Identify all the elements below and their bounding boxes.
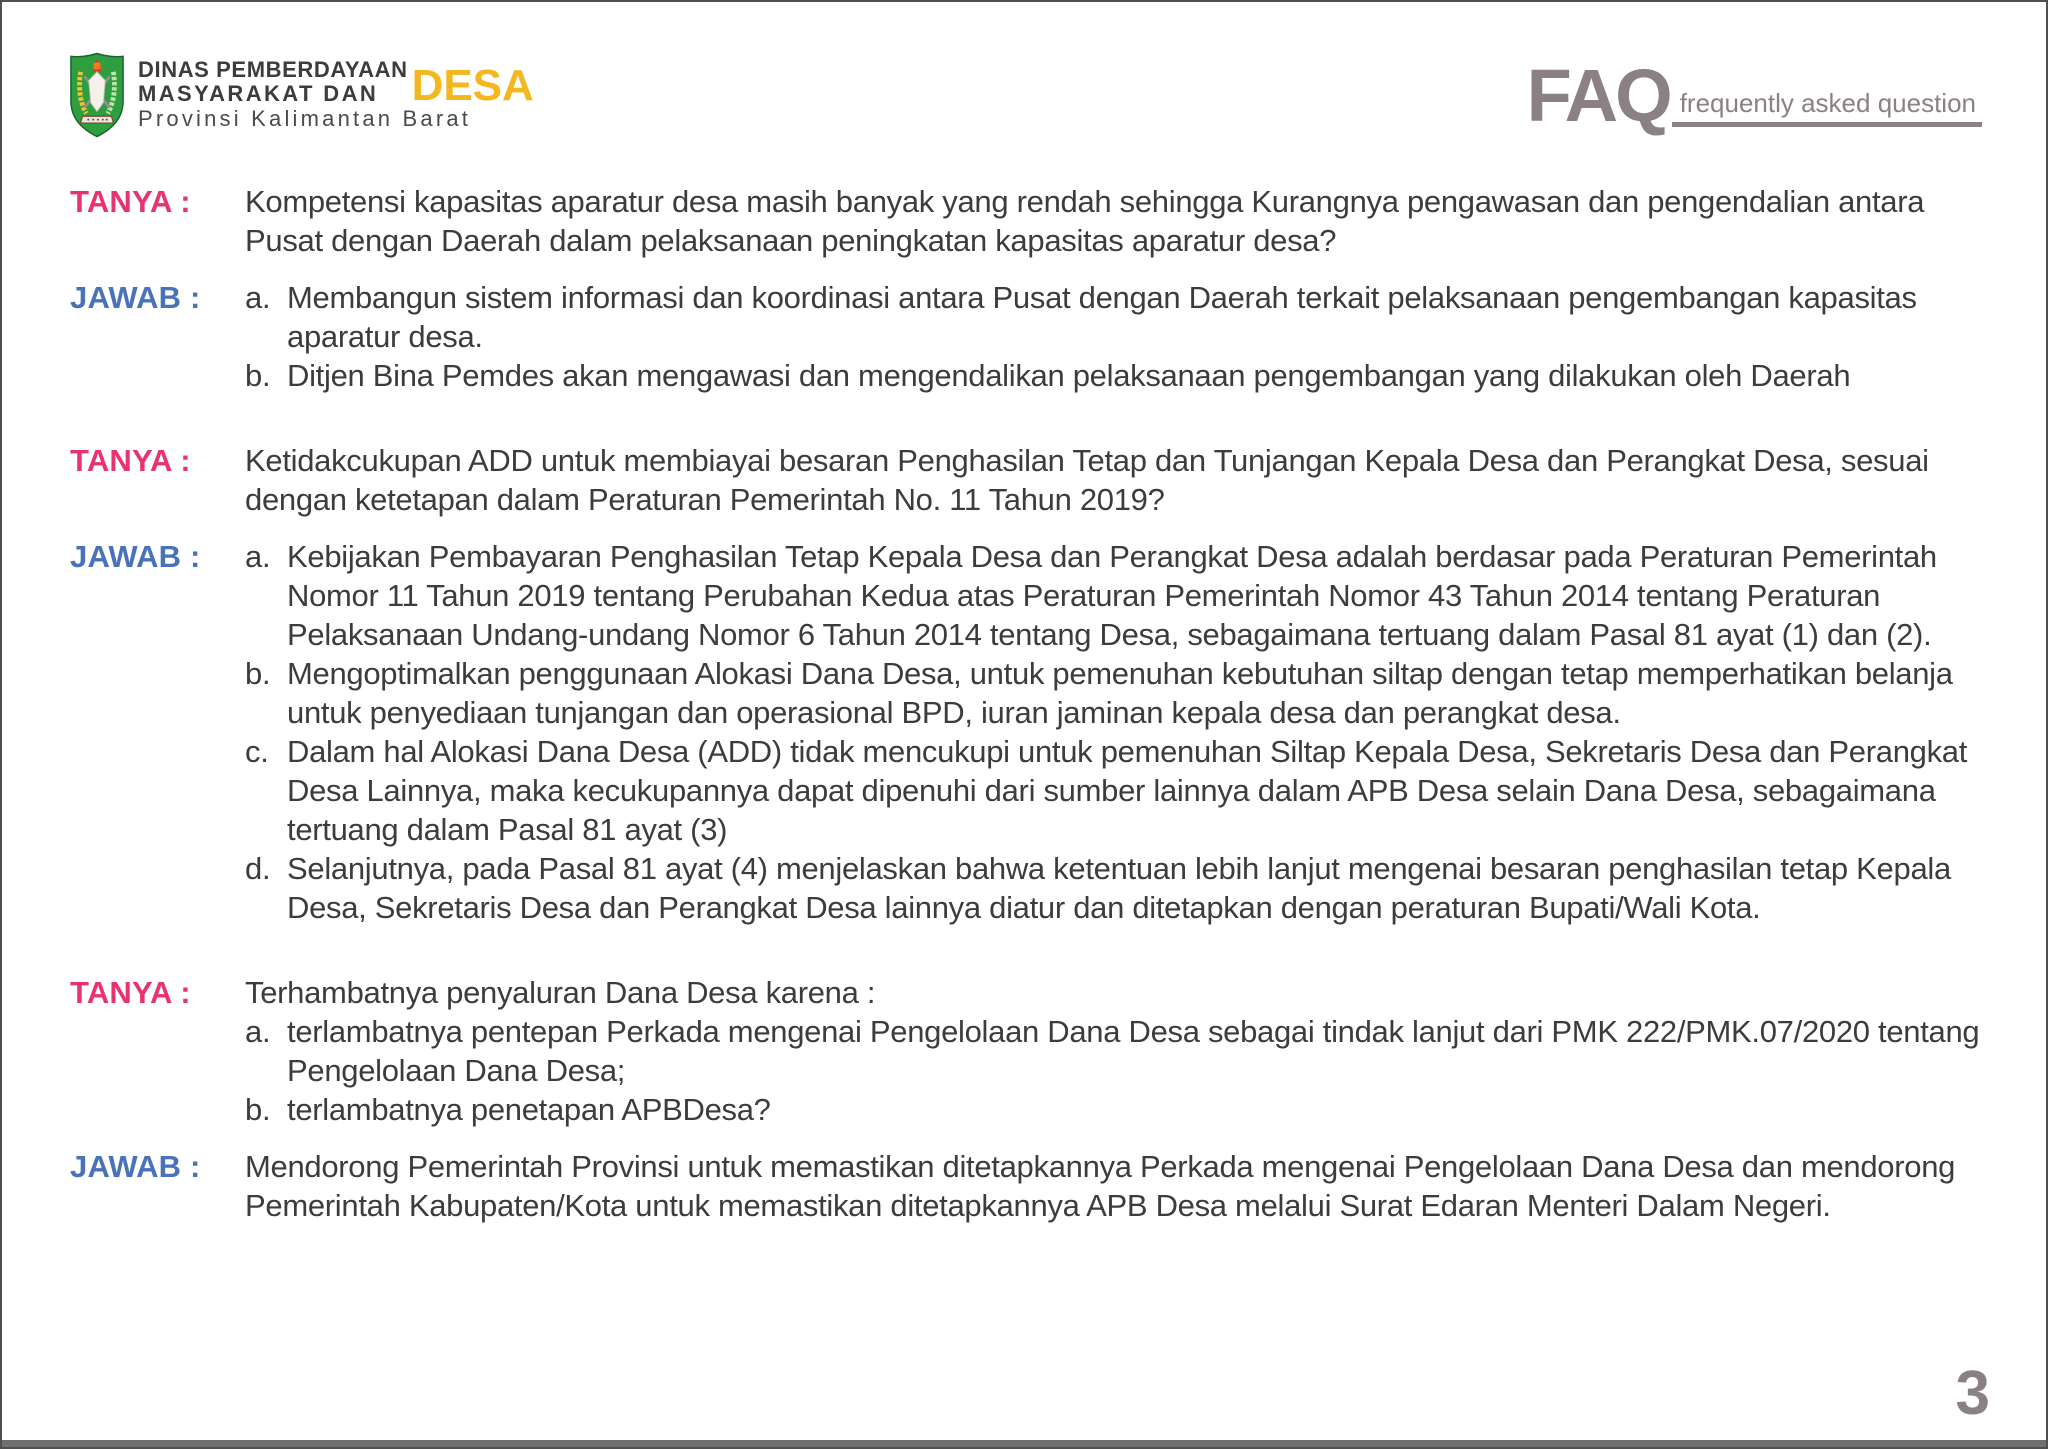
answer-item-text: Kebijakan Pembayaran Penghasilan Tetap Kepala Desa dan Perangkat Desa adalah berdasar pada Peraturan Pemerintah Nomor 11 Tahun 2019 tentang Perubahan Kedua atas Peraturan Pemerintah Nomor 43 Tahun 2014 tentang Peraturan Pelaksanaan Undang-undang Nomor 6 Tahun 2014 tentang Desa, sebagaimana tertuang dalam Pasal 81 ayat (1) dan (2).	[287, 539, 1937, 652]
answer-label: JAWAB :	[70, 539, 201, 574]
answer-item	[245, 278, 1983, 356]
agency-name-line2: MASYARAKAT DAN	[138, 81, 379, 106]
answer-item-text: Mengoptimalkan penggunaan Alokasi Dana Desa, untuk pemenuhan kebutuhan siltap dengan tetap memperhatikan belanja untuk penyediaan tunjangan dan operasional BPD, iuran jaminan kepala desa dan perangkat desa.	[287, 656, 1953, 730]
answer-text: Mendorong Pemerintah Provinsi untuk memastikan ditetapkannya Perkada mengenai Pengelolaan Dana Desa dan mendorong Pemerintah Kabupaten/Kota untuk memastikan ditetapkannya APB Desa melalui Surat Edaran Menteri Dalam Negeri.	[245, 1149, 1956, 1223]
answer-item	[245, 654, 1983, 732]
question-label: TANYA :	[70, 443, 191, 478]
answer-label: JAWAB :	[70, 280, 201, 315]
qa-block	[70, 441, 1983, 927]
question-item	[245, 1090, 1983, 1129]
agency-name-top	[138, 57, 534, 110]
answer-item-marker: c.	[245, 734, 269, 769]
faq-title: FAQ	[1526, 54, 1670, 137]
answer-item-marker: b.	[245, 656, 271, 691]
answer-label: JAWAB :	[70, 1149, 201, 1184]
question-row	[70, 182, 1983, 260]
answer-item	[245, 849, 1983, 927]
question-label: TANYA :	[70, 184, 191, 219]
agency-name-line1: DINAS PEMBERDAYAAN	[138, 57, 408, 82]
answer-item-marker: a.	[245, 280, 271, 315]
question-item-text: terlambatnya penetapan APBDesa?	[287, 1092, 771, 1127]
answer-item-marker: a.	[245, 539, 271, 574]
answer-item-text: Ditjen Bina Pemdes akan mengawasi dan mengendalikan pelaksanaan pengembangan yang dilakukan oleh Daerah	[287, 358, 1851, 393]
answer-item-marker: b.	[245, 358, 271, 393]
kalimantan-barat-crest-icon	[68, 52, 126, 138]
bottom-border-bar	[2, 1440, 2046, 1447]
answer-row	[70, 537, 1983, 927]
answer-item	[245, 537, 1983, 654]
question-row	[70, 973, 1983, 1129]
question-item-text: terlambatnya pentepan Perkada mengenai Pengelolaan Dana Desa sebagai tindak lanjut dari PMK 222/PMK.07/2020 tentang Pengelolaan Dana Desa;	[287, 1014, 1980, 1088]
agency-name-accent: DESA	[411, 61, 534, 110]
answer-item	[245, 732, 1983, 849]
qa-block	[70, 973, 1983, 1225]
answer-item-text: Dalam hal Alokasi Dana Desa (ADD) tidak mencukupi untuk pemenuhan Siltap Kepala Desa, Sekretaris Desa dan Perangkat Desa Lainnya, maka kecukupannya dapat dipenuhi dari sumber lainnya dalam APB Desa selain Dana Desa, sebagaimana tertuang dalam Pasal 81 ayat (3)	[287, 734, 1968, 847]
answer-item-text: Selanjutnya, pada Pasal 81 ayat (4) menjelaskan bahwa ketentuan lebih lanjut mengenai besaran penghasilan tetap Kepala Desa, Sekretaris Desa dan Perangkat Desa lainnya diatur dan ditetapkan dengan peraturan Bupati/Wali Kota.	[287, 851, 1951, 925]
answer-row	[70, 1147, 1983, 1225]
agency-name-block	[138, 58, 534, 132]
question-text: Ketidakcukupan ADD untuk membiayai besaran Penghasilan Tetap dan Tunjangan Kepala Desa dan Perangkat Desa, sesuai dengan ketetapan dalam Peraturan Pemerintah No. 11 Tahun 2019?	[245, 443, 1929, 517]
question-group	[245, 973, 1983, 1129]
faq-subtitle: frequently asked question	[1672, 89, 1982, 127]
question-label: TANYA :	[70, 975, 191, 1010]
question-intro: Terhambatnya penyaluran Dana Desa karena :	[245, 975, 876, 1010]
answer-item-text: Membangun sistem informasi dan koordinasi antara Pusat dengan Daerah terkait pelaksanaan pengembangan kapasitas aparatur desa.	[287, 280, 1917, 354]
question-item-marker: a.	[245, 1014, 271, 1049]
agency-logo-block	[68, 52, 534, 138]
question-item-marker: b.	[245, 1092, 271, 1127]
question-row	[70, 441, 1983, 519]
answer-item-marker: d.	[245, 851, 271, 886]
question-item	[245, 1012, 1983, 1090]
answer-item	[245, 356, 1983, 395]
agency-name-line3: Provinsi Kalimantan Barat	[138, 106, 472, 131]
faq-content	[2, 142, 2046, 1225]
answer-list	[245, 537, 1983, 927]
faq-title-block	[1526, 52, 1982, 137]
question-text: Kompetensi kapasitas aparatur desa masih banyak yang rendah sehingga Kurangnya pengawasan dan pengendalian antara Pusat dengan Daerah dalam pelaksanaan peningkatan kapasitas aparatur desa?	[245, 184, 1925, 258]
page-number: 3	[1955, 1359, 1990, 1428]
page-header	[2, 2, 2046, 142]
answer-list	[245, 278, 1983, 395]
answer-row	[70, 278, 1983, 395]
qa-block	[70, 182, 1983, 395]
